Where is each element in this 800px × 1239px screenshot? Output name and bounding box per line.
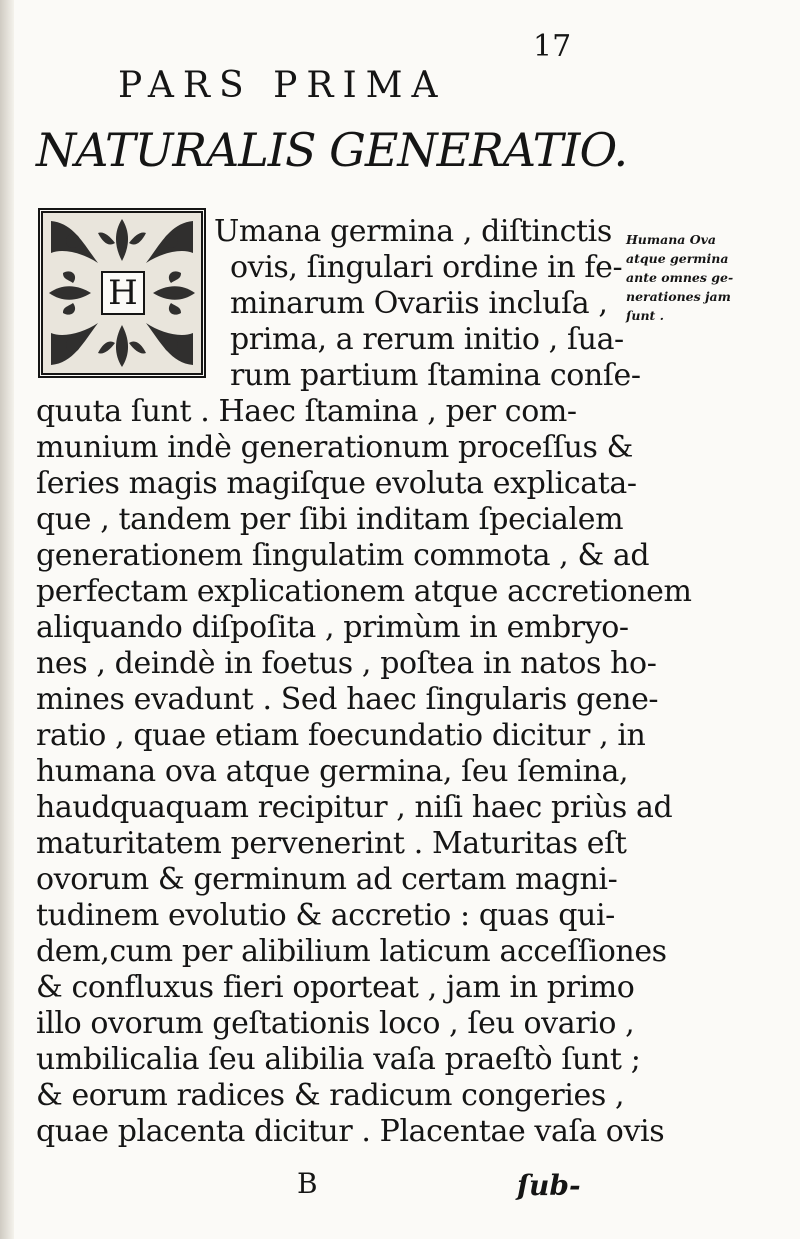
text-line: prima, a rerum initio , ſua-	[230, 322, 624, 357]
marginal-note-line: nerationes jam	[626, 289, 731, 304]
text-line: generationem ſingulatim commota , & ad	[36, 538, 650, 573]
text-line: tudinem evolutio & accretio : quas qui-	[36, 898, 615, 933]
ornamental-drop-cap	[38, 208, 206, 378]
text-line: munium indè generationum proceſſus &	[36, 430, 633, 465]
text-line: & eorum radices & radicum congeries ,	[36, 1078, 625, 1113]
running-head: PARS PRIMA	[118, 65, 447, 106]
catchword: ſub-	[517, 1169, 581, 1202]
text-line: ratio , quae etiam foecundatio dicitur , in	[36, 718, 646, 753]
section-title: NATURALIS GENERATIO.	[36, 123, 628, 177]
marginal-note	[626, 230, 776, 325]
page-number: 17	[533, 29, 572, 64]
text-line: Umana germina , diſtinctis	[214, 214, 612, 249]
marginal-note-line: atque germina	[626, 251, 729, 266]
marginal-note-line: ſunt .	[626, 308, 665, 323]
signature-mark: B	[297, 1167, 318, 1200]
text-line: illo ovorum geſtationis loco , ſeu ovario ,	[36, 1006, 635, 1041]
text-line: minarum Ovariis incluſa ,	[230, 286, 608, 321]
text-line: perfectam explicationem atque accretionem	[36, 574, 692, 609]
text-line: mines evadunt . Sed haec ſingularis gene-	[36, 682, 659, 717]
text-line: haudquaquam recipitur , niſi haec priùs ad	[36, 790, 673, 825]
text-line: aliquando diſpoſita , primùm in embryo-	[36, 610, 629, 645]
text-line: que , tandem per ſibi inditam ſpecialem	[36, 502, 624, 537]
text-line: nes , deindè in foetus , poſtea in natos ho-	[36, 646, 657, 681]
text-line: humana ova atque germina, ſeu ſemina,	[36, 754, 629, 789]
text-line: maturitatem pervenerint . Maturitas eſt	[36, 826, 627, 861]
text-line: ſeries magis magiſque evoluta explicata-	[36, 466, 637, 501]
text-line: umbilicalia ſeu alibilia vaſa praeſtò ſunt ;	[36, 1042, 641, 1077]
text-line: ovis, ſingulari ordine in fe-	[230, 250, 623, 285]
marginal-note-line: ante omnes ge-	[626, 270, 734, 285]
text-line: ovorum & germinum ad certam magni-	[36, 862, 618, 897]
text-line: dem,cum per alibilium laticum acceſſiones	[36, 934, 667, 969]
marginal-note-line: Humana Ova	[626, 232, 717, 247]
text-line: quae placenta dicitur . Placentae vaſa ovis	[36, 1114, 665, 1149]
page-gutter-shadow	[0, 0, 14, 1239]
text-line: quuta ſunt . Haec ſtamina , per com-	[36, 394, 577, 429]
text-line: rum partium ſtamina conſe-	[230, 358, 641, 393]
text-line: & confluxus fieri oporteat , jam in primo	[36, 970, 635, 1005]
drop-cap-letter: H	[101, 271, 145, 315]
